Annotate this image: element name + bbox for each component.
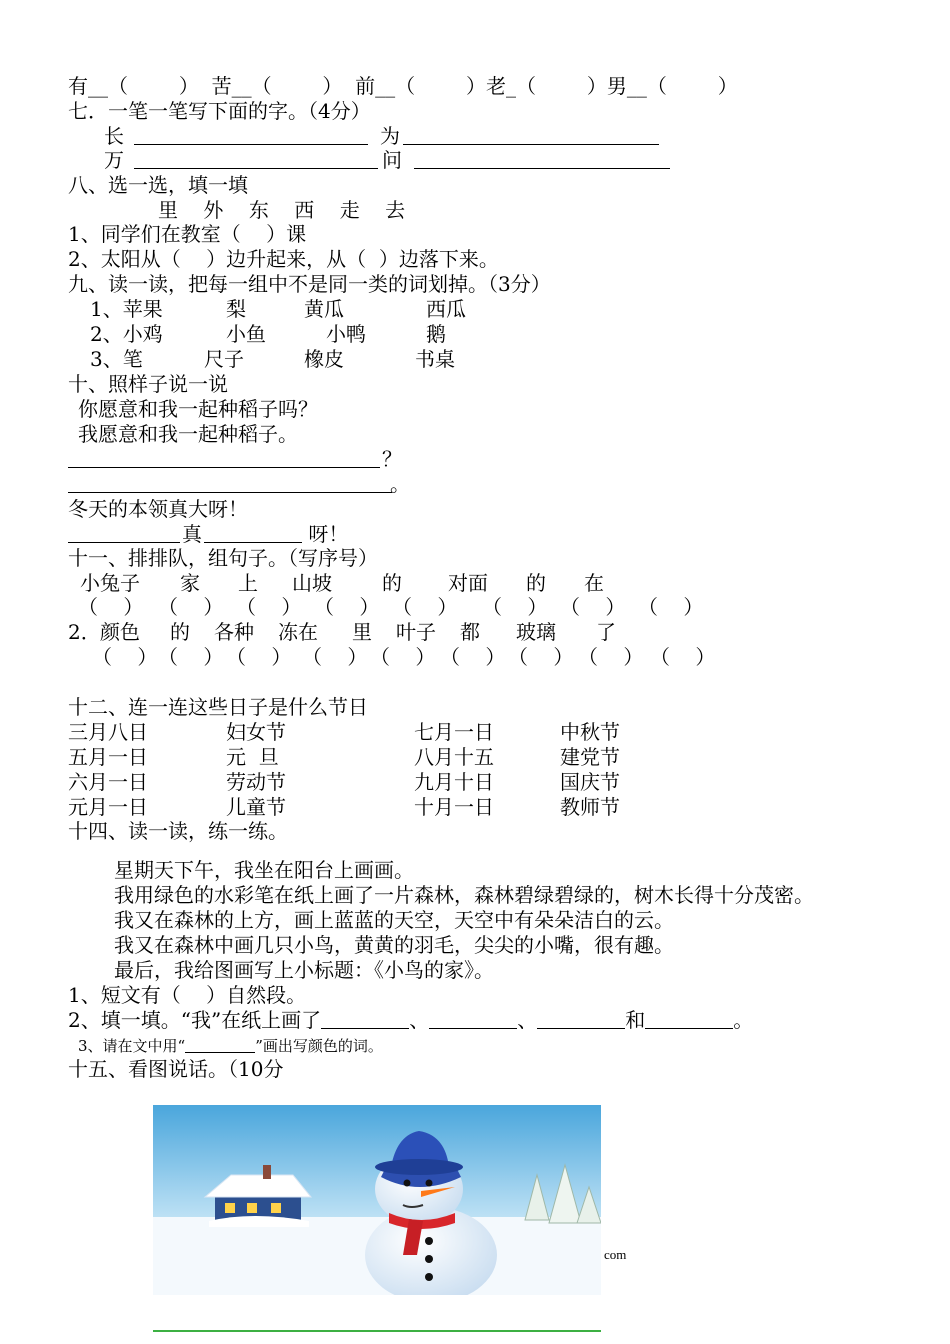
s11-s1-word-3: 上 <box>238 571 258 595</box>
s14-para-3: 我又在森林的上方，画上蓝蓝的天空，天空中有朵朵洁白的云。 <box>114 908 674 932</box>
s14-q2-blank-2[interactable] <box>429 1008 517 1029</box>
s14-title: 十四、读一读，练一练。 <box>68 819 288 843</box>
s11-s1-word-7: 的 <box>526 571 546 595</box>
s12-r3-date-a: 六月一日 <box>68 770 148 794</box>
s14-question-1: 1、短文有（ ）自然段。 <box>68 983 307 1007</box>
s11-s2-word-2: 的 <box>170 620 190 644</box>
s11-s2-word-1: 颜色 <box>100 620 140 644</box>
s11-s1-paren-8[interactable]: （ ） <box>638 595 704 619</box>
s11-s1-word-6: 对面 <box>448 571 488 595</box>
s10-ya: 呀！ <box>302 522 349 546</box>
s14-q3-prompt: 3、请在文中用“ <box>78 1037 186 1055</box>
s12-r1-date-b: 七月一日 <box>414 720 494 744</box>
s14-q2-blank-4[interactable] <box>645 1008 733 1029</box>
s14-q2-end: 。 <box>733 1008 754 1032</box>
s12-r2-holiday-a[interactable]: 元 旦 <box>226 745 279 769</box>
s11-s1-word-8: 在 <box>584 571 604 595</box>
s11-s2-paren-3[interactable]: （ ） <box>226 645 292 669</box>
s11-s2-word-7: 都 <box>460 620 480 644</box>
s11-s1-word-5: 的 <box>382 571 402 595</box>
s14-question-3 <box>78 1034 383 1058</box>
s9-r1-c4: 西瓜 <box>426 297 466 321</box>
s11-s2-paren-1[interactable]: （ ） <box>92 645 158 669</box>
s14-q3-sample-line <box>185 1038 255 1053</box>
picture-caption: com <box>604 1247 627 1262</box>
s10-question-mark: ？ <box>382 447 402 471</box>
s11-s2-word-4: 冻在 <box>278 620 318 644</box>
snowman-picture <box>153 1105 601 1295</box>
s11-s2-word-8: 玻璃 <box>516 620 556 644</box>
s11-s1-word-2: 家 <box>180 571 200 595</box>
s10-title: 十、照样子说一说 <box>68 372 228 396</box>
s7-char-1: 长 <box>104 124 124 148</box>
s14-q2-sep-2: 、 <box>517 1008 538 1032</box>
bottom-green-line <box>153 1330 601 1332</box>
s14-q2-blank-3[interactable] <box>537 1008 625 1029</box>
s11-s2-word-5: 里 <box>352 620 372 644</box>
s7-char-2: 为 <box>380 124 400 148</box>
s11-s2-paren-2[interactable]: （ ） <box>158 645 224 669</box>
s12-r2-holiday-b[interactable]: 建党节 <box>560 745 620 769</box>
s12-r4-holiday-a[interactable]: 儿童节 <box>226 795 286 819</box>
s11-s1-word-1: 小兔子 <box>80 571 140 595</box>
s10-blank-question[interactable] <box>68 447 380 468</box>
s8-word-choices: 里 外 东 西 走 去 <box>158 198 406 222</box>
s12-r2-date-b: 八月十五 <box>414 745 494 769</box>
s14-q2-prompt: 2、填一填。“我”在纸上画了 <box>68 1008 322 1032</box>
s14-para-4: 我又在森林中画几只小鸟，黄黄的羽毛，尖尖的小嘴，很有趣。 <box>114 933 674 957</box>
s10-zhen: 真 <box>182 522 202 546</box>
s11-s2-word-6: 叶子 <box>396 620 436 644</box>
s9-r1-c2: 梨 <box>226 297 246 321</box>
s11-s1-paren-5[interactable]: （ ） <box>392 595 458 619</box>
s9-title: 九、读一读，把每一组中不是同一类的词划掉。（3分） <box>68 272 551 296</box>
s14-para-1: 星期天下午，我坐在阳台上画画。 <box>114 858 414 882</box>
s9-r2-c1: 2、小鸡 <box>90 322 163 346</box>
s10-example-question: 你愿意和我一起种稻子吗？ <box>78 397 318 421</box>
s11-title: 十一、排排队，组句子。（写序号） <box>68 546 378 570</box>
s10-example-answer: 我愿意和我一起种稻子。 <box>78 422 298 446</box>
s11-s1-paren-7[interactable]: （ ） <box>560 595 626 619</box>
s14-q2-and: 和 <box>625 1008 646 1032</box>
s12-r3-date-b: 九月十日 <box>414 770 494 794</box>
s12-r4-date-b: 十月一日 <box>414 795 494 819</box>
s12-title: 十二、连一连这些日子是什么节日 <box>68 695 368 719</box>
s7-blank-2[interactable] <box>403 124 659 145</box>
s12-r4-date-a: 元月一日 <box>68 795 148 819</box>
s11-s1-paren-2[interactable]: （ ） <box>158 595 224 619</box>
s11-s2-paren-8[interactable]: （ ） <box>578 645 644 669</box>
s8-title: 八、选一选，填一填 <box>68 173 248 197</box>
s11-s2-paren-5[interactable]: （ ） <box>370 645 436 669</box>
s9-r3-c3: 橡皮 <box>304 347 344 371</box>
s9-r1-c1: 1、苹果 <box>90 297 163 321</box>
s7-title: 七．一笔一笔写下面的字。（4分） <box>68 99 371 123</box>
s14-q2-sep-1: 、 <box>409 1008 430 1032</box>
s12-r1-date-a: 三月八日 <box>68 720 148 744</box>
s14-para-2: 我用绿色的水彩笔在纸上画了一片森林，森林碧绿碧绿的，树木长得十分茂密。 <box>114 883 814 907</box>
s10-blank-a[interactable] <box>68 522 180 543</box>
s12-r3-holiday-a[interactable]: 劳动节 <box>226 770 286 794</box>
s9-r1-c3: 黄瓜 <box>304 297 344 321</box>
snowman-scene-svg <box>153 1105 601 1295</box>
s9-r3-c2: 尺子 <box>204 347 244 371</box>
s11-s2-paren-9[interactable]: （ ） <box>650 645 716 669</box>
s12-r1-holiday-b[interactable]: 中秋节 <box>560 720 620 744</box>
s10-example-3: 冬天的本领真大呀！ <box>68 497 248 521</box>
s11-s2-label: 2． <box>68 620 101 644</box>
s14-para-5: 最后，我给图画写上小标题：《小鸟的家》。 <box>114 958 494 982</box>
s11-s2-paren-4[interactable]: （ ） <box>302 645 368 669</box>
s11-s1-paren-4[interactable]: （ ） <box>314 595 380 619</box>
s12-r4-holiday-b[interactable]: 教师节 <box>560 795 620 819</box>
s9-r2-c4: 鹅 <box>426 322 446 346</box>
s10-period: 。 <box>390 472 410 496</box>
s7-blank-3[interactable] <box>134 148 378 169</box>
s10-blank-statement[interactable] <box>68 472 392 493</box>
s8-question-1: 1、同学们在教室（ ）课 <box>68 222 307 246</box>
s14-q3-rest: ”画出写颜色的词。 <box>255 1037 383 1055</box>
s7-char-3: 万 <box>104 148 124 172</box>
s9-r3-c4: 书桌 <box>415 347 455 371</box>
s12-r3-holiday-b[interactable]: 国庆节 <box>560 770 620 794</box>
s11-s1-paren-6[interactable]: （ ） <box>482 595 548 619</box>
s14-q2-blank-1[interactable] <box>321 1008 409 1029</box>
s11-s2-paren-7[interactable]: （ ） <box>508 645 574 669</box>
s15-title: 十五、看图说话。（10分 <box>68 1057 284 1081</box>
s11-s1-paren-1[interactable]: （ ） <box>78 595 144 619</box>
s11-s2-paren-6[interactable]: （ ） <box>440 645 506 669</box>
top-line: 有__（ ） 苦__（ ） 前__（ ）老_（ ）男__（ ） <box>68 74 738 98</box>
s14-question-2 <box>68 1008 753 1032</box>
s7-blank-1[interactable] <box>134 124 368 145</box>
s7-char-4: 问 <box>382 148 402 172</box>
s10-blank-b[interactable] <box>204 522 302 543</box>
s12-r1-holiday-a[interactable]: 妇女节 <box>226 720 286 744</box>
s11-s2-word-3: 各种 <box>214 620 254 644</box>
s9-r3-c1: 3、笔 <box>90 347 143 371</box>
s11-s1-paren-3[interactable]: （ ） <box>236 595 302 619</box>
s12-r2-date-a: 五月一日 <box>68 745 148 769</box>
s7-blank-4[interactable] <box>414 148 670 169</box>
s8-question-2: 2、太阳从（ ）边升起来，从（ ）边落下来。 <box>68 247 499 271</box>
s9-r2-c2: 小鱼 <box>226 322 266 346</box>
s11-s1-word-4: 山坡 <box>292 571 332 595</box>
s11-s2-word-9: 了 <box>596 620 616 644</box>
s9-r2-c3: 小鸭 <box>326 322 366 346</box>
